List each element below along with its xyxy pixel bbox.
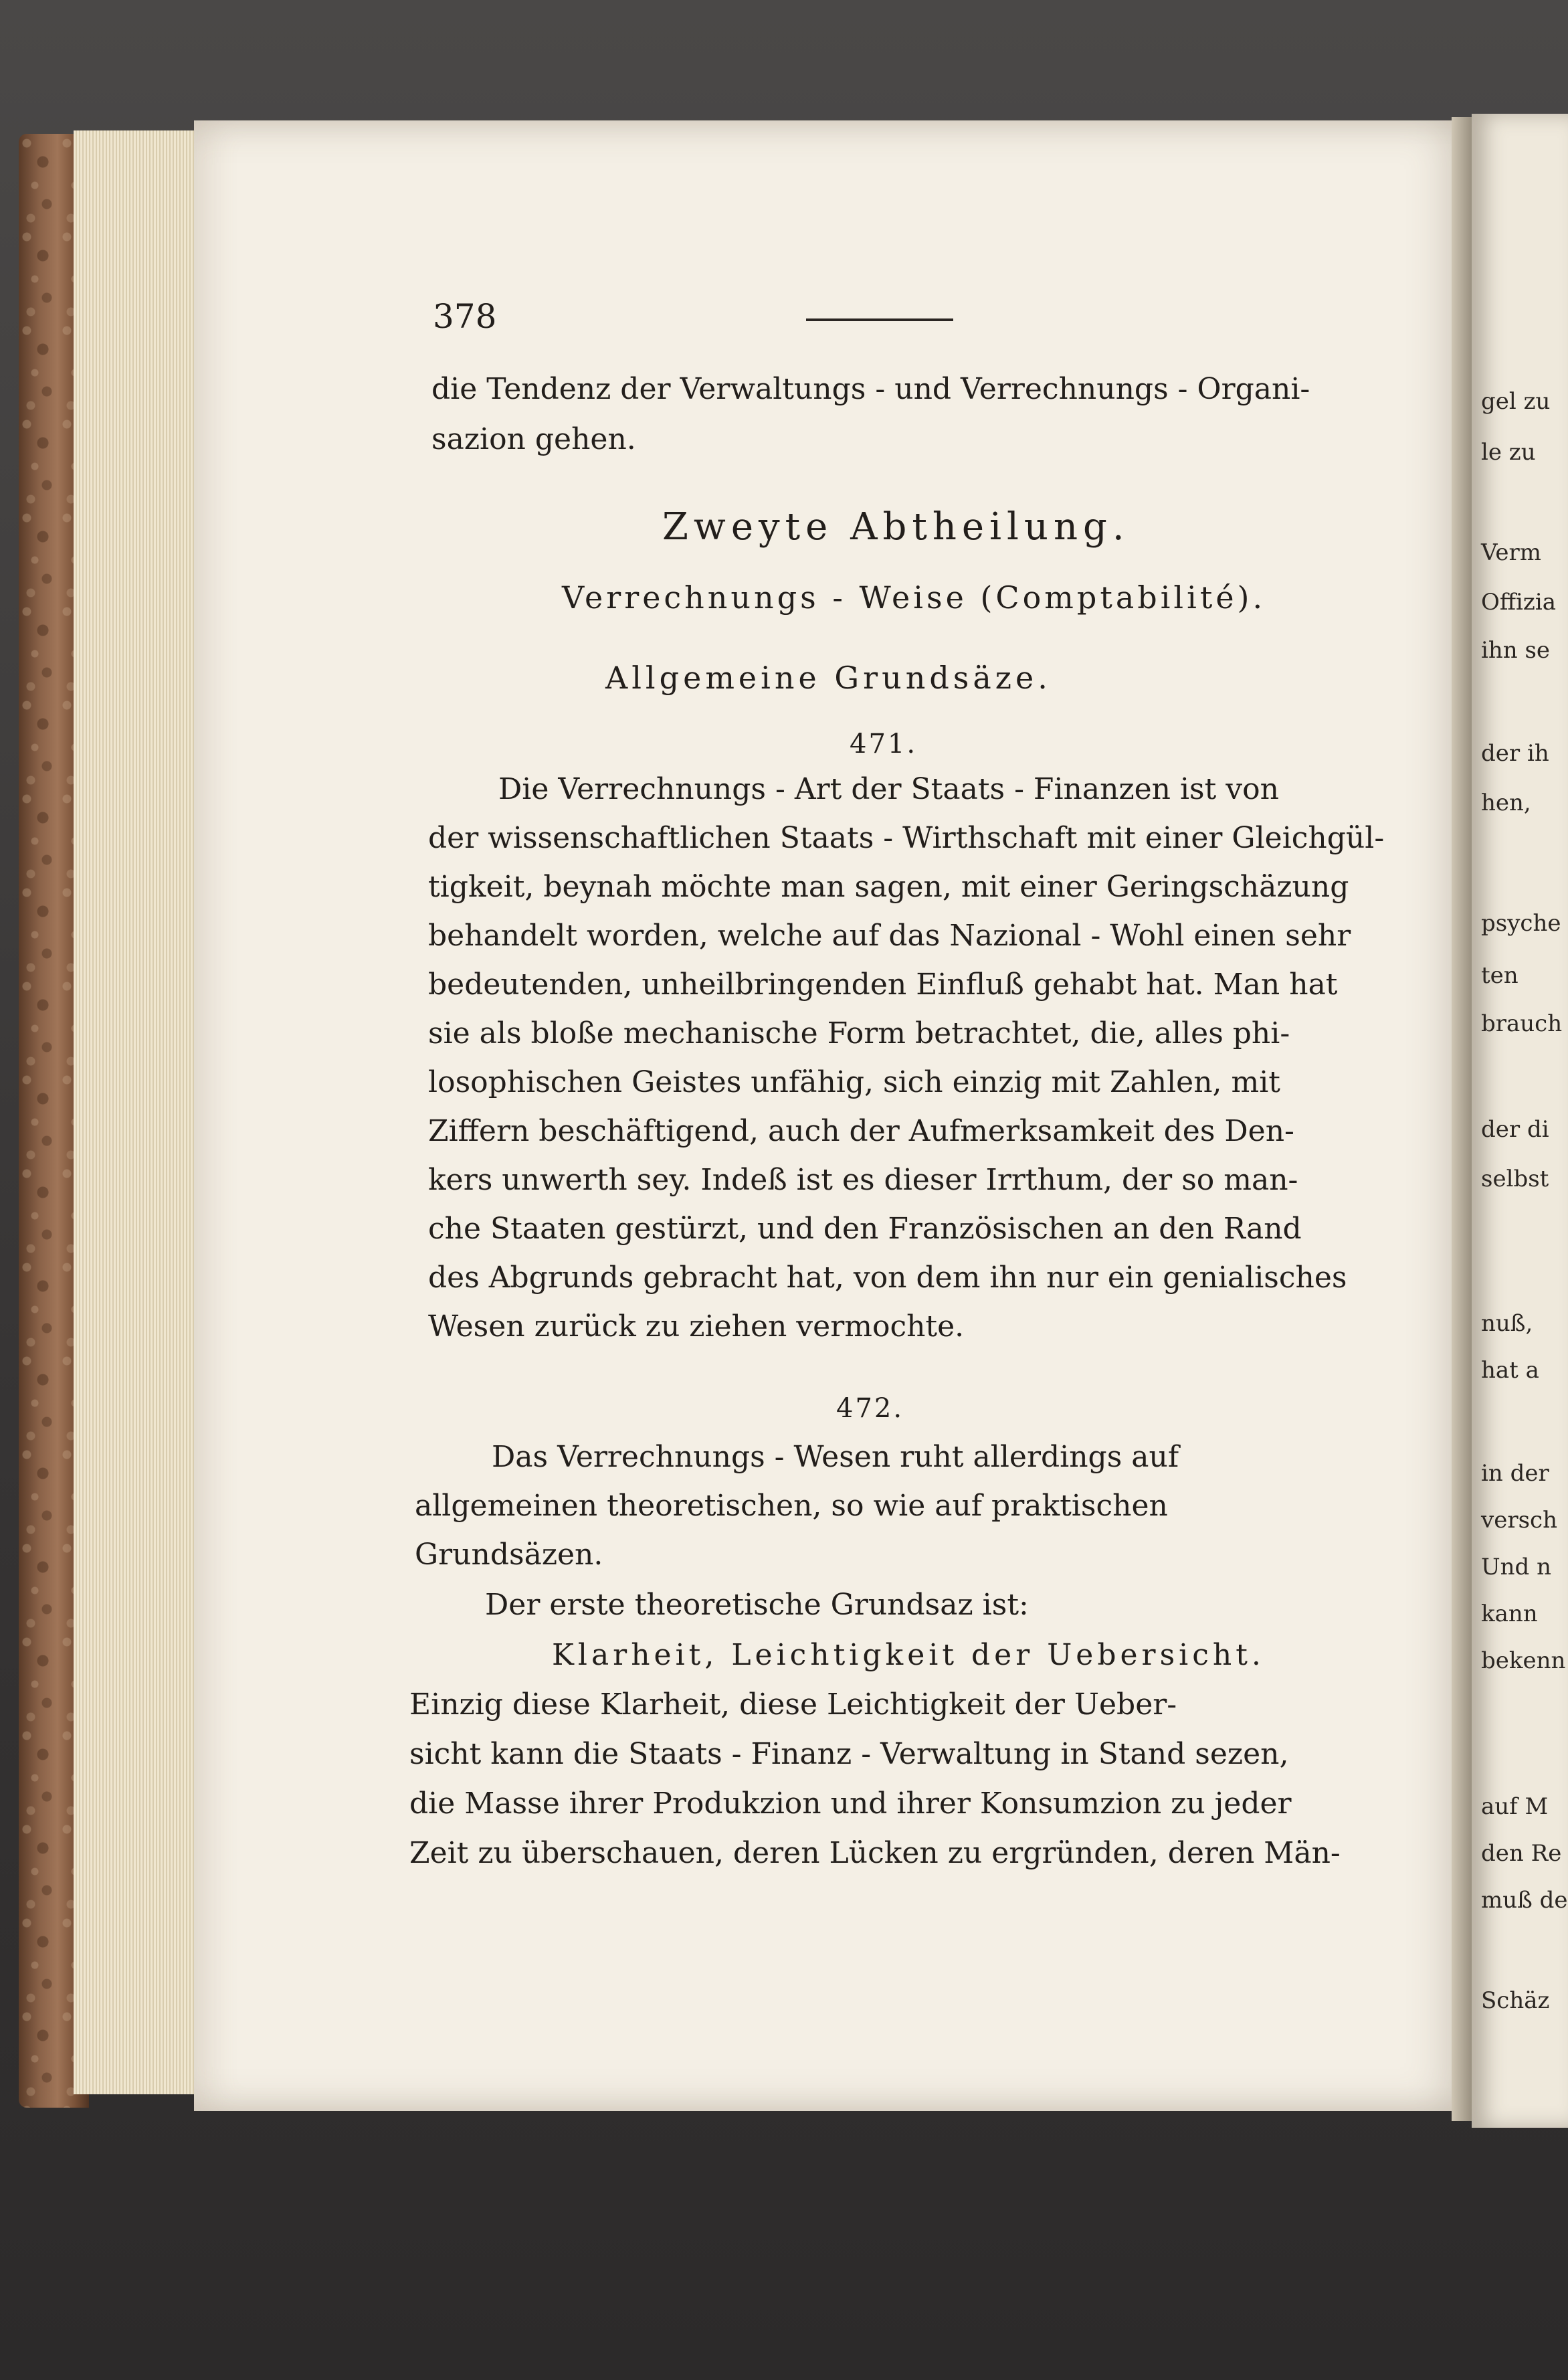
text-line: Grundsäzen. (415, 1538, 603, 1572)
text-line: Das Verrechnungs - Wesen ruht allerdings auf (492, 1440, 1179, 1474)
facing-fragment: versch (1481, 1507, 1557, 1534)
text-line: die Masse ihrer Produkzion und ihrer Konsumzion zu jeder (409, 1787, 1292, 1821)
facing-fragment: selbst (1481, 1166, 1549, 1192)
facing-fragment: kann (1481, 1600, 1538, 1627)
text-line: die Tendenz der Verwaltungs - und Verrechnungs - Organi- (431, 372, 1310, 406)
facing-fragment: hat a (1481, 1357, 1539, 1384)
text-line: losophischen Geistes unfähig, sich einzig mit Zahlen, mit (428, 1065, 1280, 1099)
header-rule (806, 318, 953, 321)
text-line: Zeit zu überschauen, deren Lücken zu ergründen, deren Män- (409, 1836, 1341, 1870)
facing-fragment: ten (1481, 962, 1518, 989)
facing-fragment: Schäz (1481, 1987, 1550, 2014)
text-line: Ziffern beschäftigend, auch der Aufmerksamkeit des Den- (428, 1114, 1294, 1148)
paragraph-number: 472. (836, 1393, 904, 1424)
facing-page (1472, 114, 1568, 2128)
facing-fragment: auf M (1481, 1793, 1549, 1820)
text-line: che Staaten gestürzt, und den Französischen an den Rand (428, 1212, 1302, 1246)
facing-fragment: Verm (1481, 539, 1542, 566)
text-line: tigkeit, beynah möchte man sagen, mit einer Geringschäzung (428, 870, 1349, 904)
text-line: bedeutenden, unheilbringenden Einfluß gehabt hat. Man hat (428, 968, 1338, 1002)
text-line: Die Verrechnungs - Art der Staats - Finanzen ist von (498, 772, 1279, 806)
facing-fragment: bekenn (1481, 1647, 1566, 1674)
text-line: Der erste theoretische Grundsaz ist: (485, 1588, 1029, 1622)
text-line: sazion gehen. (431, 422, 636, 456)
text-line: Wesen zurück zu ziehen vermochte. (428, 1309, 965, 1344)
facing-fragment: brauch (1481, 1010, 1563, 1037)
facing-fragment: in der (1481, 1460, 1549, 1487)
section-title: Zweyte Abtheilung. (662, 505, 1130, 549)
facing-fragment: hen, (1481, 790, 1531, 816)
page-number: 378 (433, 297, 497, 336)
facing-fragment: der ih (1481, 740, 1549, 767)
text-line: behandelt worden, welche auf das Nazional - Wohl einen sehr (428, 919, 1351, 953)
subheading: Allgemeine Grundsäze. (605, 660, 1052, 696)
text-line: Klarheit, Leichtigkeit der Uebersicht. (552, 1638, 1265, 1672)
text-line: sicht kann die Staats - Finanz - Verwaltung in Stand sezen, (409, 1737, 1289, 1771)
text-line: allgemeinen theoretischen, so wie auf praktischen (415, 1489, 1168, 1523)
facing-fragment: den Re (1481, 1840, 1562, 1867)
text-line: sie als bloße mechanische Form betrachtet, die, alles phi- (428, 1016, 1290, 1050)
facing-fragment: psyche (1481, 910, 1561, 937)
facing-fragment: der di (1481, 1116, 1549, 1143)
text-line: der wissenschaftlichen Staats - Wirthschaft mit einer Gleichgül- (428, 821, 1385, 855)
text-line: Einzig diese Klarheit, diese Leichtigkeit der Ueber- (409, 1687, 1177, 1722)
facing-fragment: muß de (1481, 1887, 1568, 1914)
facing-fragment: Offizia (1481, 589, 1556, 616)
facing-fragment: ihn se (1481, 637, 1551, 664)
facing-fragment: nuß, (1481, 1310, 1533, 1337)
facing-fragment: gel zu (1481, 388, 1551, 415)
section-subtitle: Verrechnungs - Weise (Comptabilité). (562, 579, 1266, 616)
paragraph-number: 471. (850, 729, 918, 759)
facing-fragment: le zu (1481, 439, 1536, 466)
page-stack-edges (74, 130, 201, 2094)
facing-fragment: Und n (1481, 1554, 1552, 1580)
text-line: des Abgrunds gebracht hat, von dem ihn nur ein genialisches (428, 1261, 1347, 1295)
text-line: kers unwerth sey. Indeß ist es dieser Irrthum, der so man- (428, 1163, 1298, 1197)
